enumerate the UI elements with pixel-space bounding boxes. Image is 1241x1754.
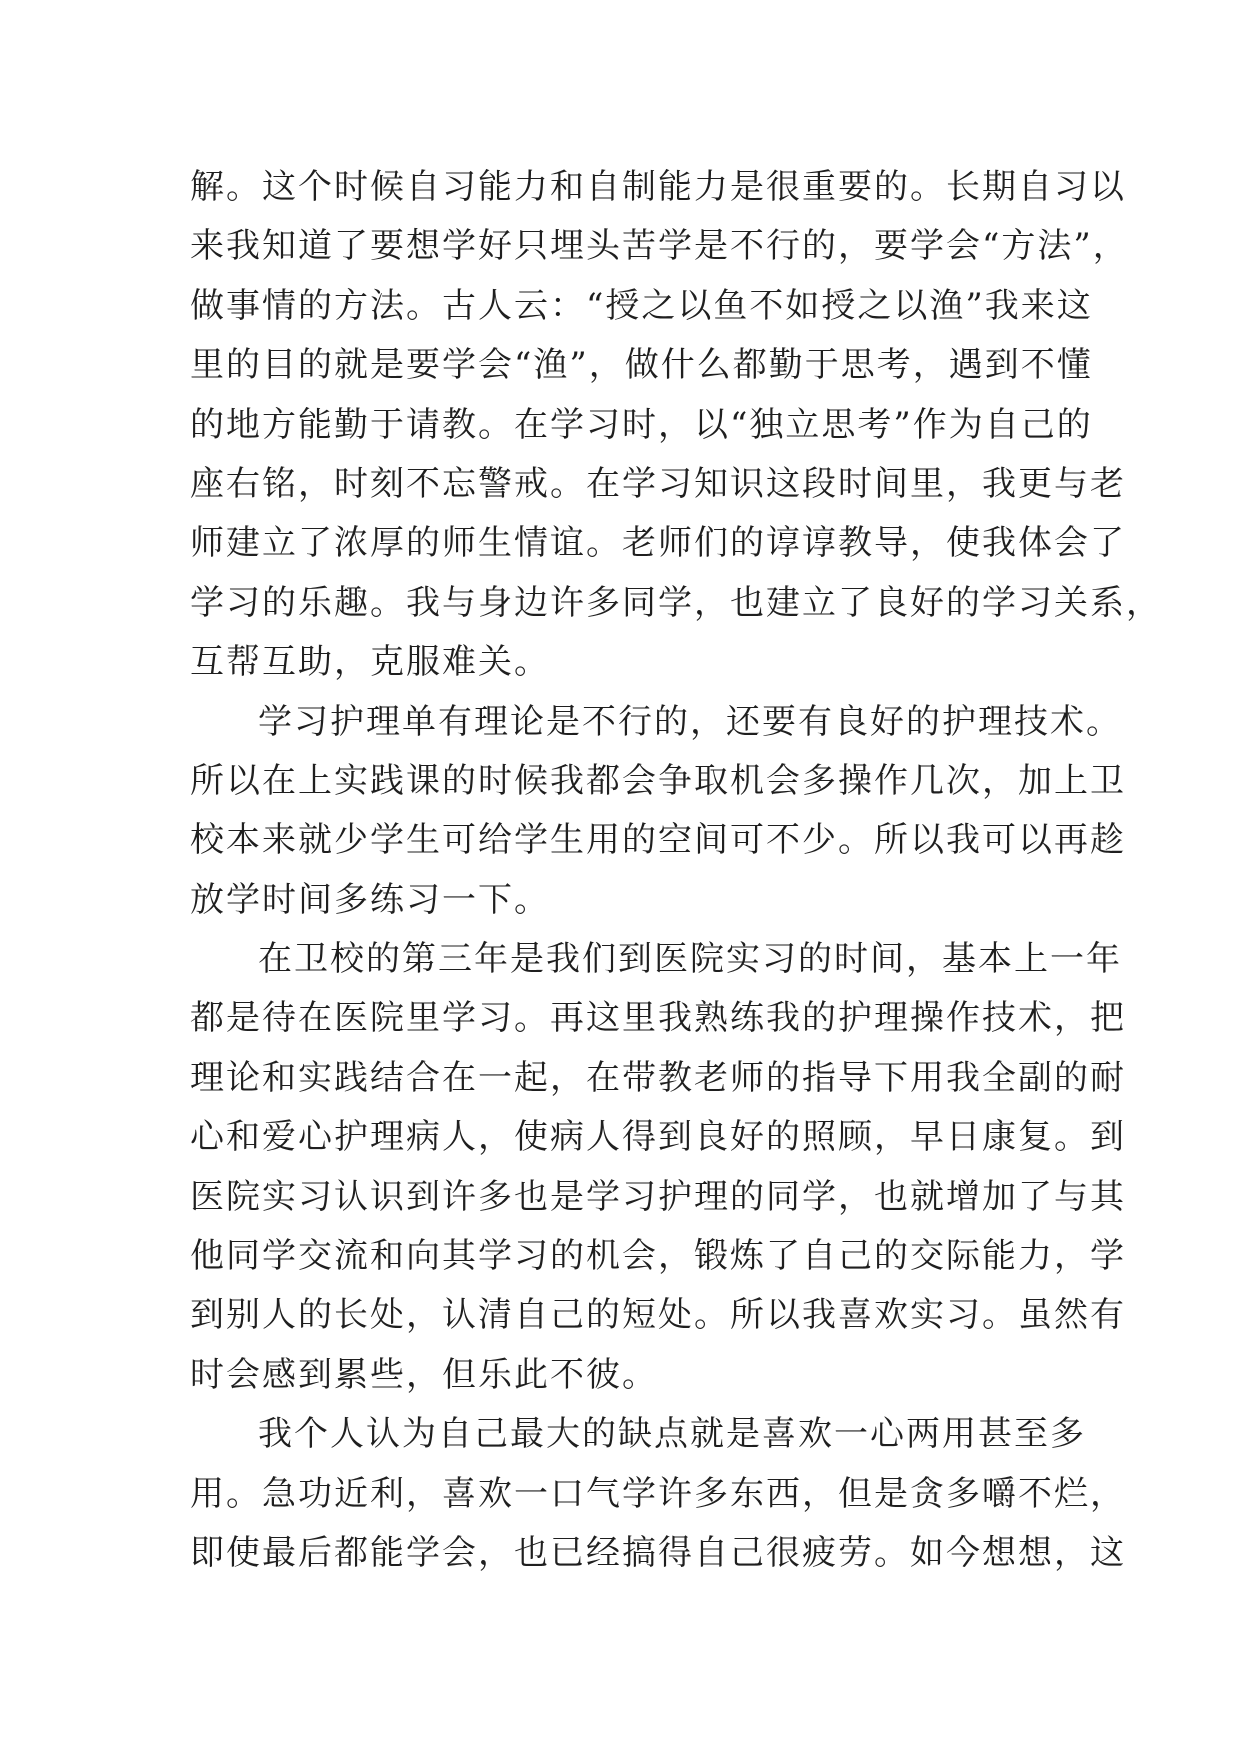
text-line: 时会感到累些，但乐此不彼。 xyxy=(190,1354,658,1395)
text-line: 医院实习认识到许多也是学习护理的同学，也就增加了与其 xyxy=(190,1176,1126,1217)
text-line: 心和爱心护理病人，使病人得到良好的照顾，早日康复。到 xyxy=(190,1117,1126,1158)
text-line: 到别人的长处，认清自己的短处。所以我喜欢实习。虽然有 xyxy=(190,1295,1126,1336)
text-line: 来我知道了要想学好只埋头苦学是不行的，要学会“方法”， xyxy=(190,226,1129,267)
text-line: 座右铭，时刻不忘警戒。在学习知识这段时间里，我更与老 xyxy=(190,463,1126,504)
text-line: 理论和实践结合在一起，在带教老师的指导下用我全副的耐 xyxy=(190,1057,1126,1098)
paragraph-first-line: 学习护理单有理论是不行的，还要有良好的护理技术。 xyxy=(258,701,1122,742)
text-line: 所以在上实践课的时候我都会争取机会多操作几次，加上卫 xyxy=(190,760,1126,801)
text-line: 都是待在医院里学习。再这里我熟练我的护理操作技术，把 xyxy=(190,998,1126,1039)
text-line: 放学时间多练习一下。 xyxy=(190,879,550,920)
text-line: 校本来就少学生可给学生用的空间可不少。所以我可以再趁 xyxy=(190,820,1126,861)
text-line: 解。这个时候自习能力和自制能力是很重要的。长期自习以 xyxy=(190,167,1126,207)
text-line: 学习的乐趣。我与身边许多同学，也建立了良好的学习关系， xyxy=(190,582,1162,623)
text-line: 互帮互助，克服难关。 xyxy=(190,642,550,683)
text-line: 用。急功近利，喜欢一口气学许多东西，但是贪多嚼不烂， xyxy=(190,1473,1126,1514)
text-line: 里的目的就是要学会“渔”，做什么都勤于思考，遇到不懂 xyxy=(190,345,1093,386)
text-line: 即使最后都能学会，也已经搞得自己很疲劳。如今想想，这 xyxy=(190,1532,1126,1573)
document-body xyxy=(190,158,1162,1583)
paragraph-first-line: 我个人认为自己最大的缺点就是喜欢一心两用甚至多 xyxy=(258,1414,1086,1455)
paragraph-first-line: 在卫校的第三年是我们到医院实习的时间，基本上一年 xyxy=(258,939,1122,980)
text-line: 做事情的方法。古人云：“授之以鱼不如授之以渔”我来这 xyxy=(190,285,1093,326)
text-line: 他同学交流和向其学习的机会，锻炼了自己的交际能力，学 xyxy=(190,1236,1126,1277)
text-line: 师建立了浓厚的师生情谊。老师们的谆谆教导，使我体会了 xyxy=(190,523,1126,564)
text-line: 的地方能勤于请教。在学习时，以“独立思考”作为自己的 xyxy=(190,404,1093,445)
